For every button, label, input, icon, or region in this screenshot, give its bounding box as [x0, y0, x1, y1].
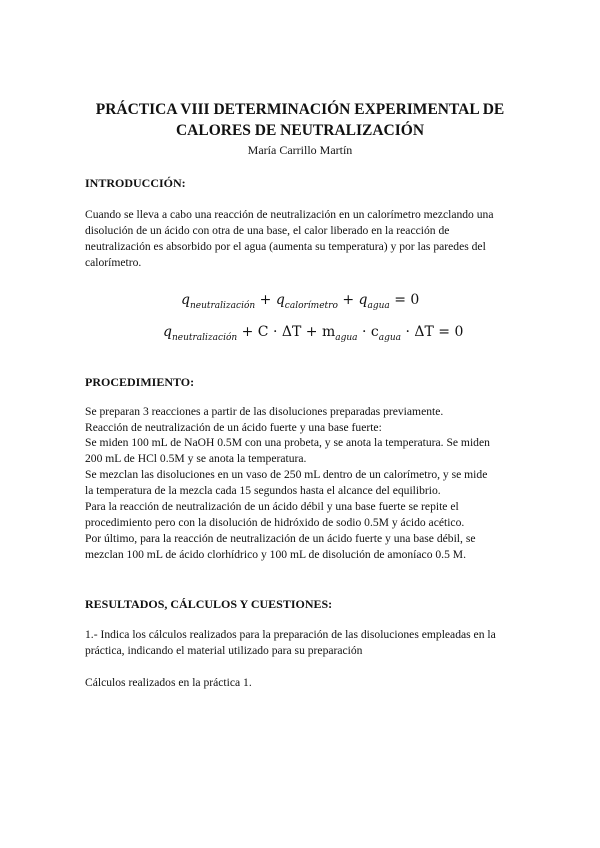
intro-line-1: Cuando se lleva a cabo una reacción de neutralización en un calorímetro mezclando una	[85, 208, 494, 221]
author-name: María Carrillo Martín	[247, 143, 353, 157]
resultados-heading: RESULTADOS, CÁLCULOS Y CUESTIONES:	[85, 597, 333, 611]
proc-line-4: 200 mL de HCl 0.5M y se anota la temperatura.	[85, 452, 307, 465]
proc-line-3: Se miden 100 mL de NaOH 0.5M con una probeta, y se anota la temperatura. Se miden	[85, 436, 490, 449]
document-title	[60, 99, 540, 141]
intro-line-2: disolución de un ácido con otra de una base, el calor liberado en la reacción de	[85, 224, 450, 237]
title-line-2: CALORES DE NEUTRALIZACIÓN	[175, 122, 425, 139]
intro-line-4: calorímetro.	[85, 256, 142, 269]
intro-heading: INTRODUCCIÓN:	[85, 176, 186, 190]
calculations-line: Cálculos realizados en la práctica 1.	[85, 676, 252, 689]
proc-line-9: Por último, para la reacción de neutralización de un ácido fuerte y una base débil, se	[85, 532, 476, 545]
proc-line-8: procedimiento pero con la disolución de hidróxido de sodio 0.5M y ácido acético.	[85, 516, 465, 529]
question-1-line-2: práctica, indicando el material utilizado para su preparación	[85, 644, 363, 657]
question-1-line-1: 1.- Indica los cálculos realizados para la preparación de las disoluciones empleadas en la	[85, 628, 496, 641]
title-line-1: PRÁCTICA VIII DETERMINACIÓN EXPERIMENTAL DE	[95, 101, 505, 118]
procedimiento-heading: PROCEDIMIENTO:	[85, 375, 195, 389]
equation-1: $q_{neutralización} + q_{calorímetro} + q_{agua} = 0$	[181, 292, 420, 311]
proc-line-1: Se preparan 3 reacciones a partir de las disoluciones preparadas previamente.	[85, 405, 444, 418]
proc-line-7: Para la reacción de neutralización de un ácido débil y una base fuerte se repite el	[85, 500, 459, 513]
intro-line-3: neutralización es absorbido por el agua (aumenta su temperatura) y por las paredes del	[85, 240, 486, 253]
proc-line-10: mezclan 100 mL de ácido clorhídrico y 100 mL de disolución de amoníaco 0.5 M.	[85, 548, 466, 561]
proc-line-6: la temperatura de la mezcla cada 15 segundos hasta el alcance del equilibrio.	[85, 484, 441, 497]
proc-line-2: Reacción de neutralización de un ácido fuerte y una base fuerte:	[85, 421, 382, 434]
equation-2: $q_{neutralización} + C \cdot \Delta T + m_{agua} \cdot c_{agua} \cdot \Delta T = 0$	[163, 324, 464, 343]
proc-line-5: Se mezclan las disoluciones en un vaso de 250 mL dentro de un calorímetro, y se mide	[85, 468, 488, 481]
